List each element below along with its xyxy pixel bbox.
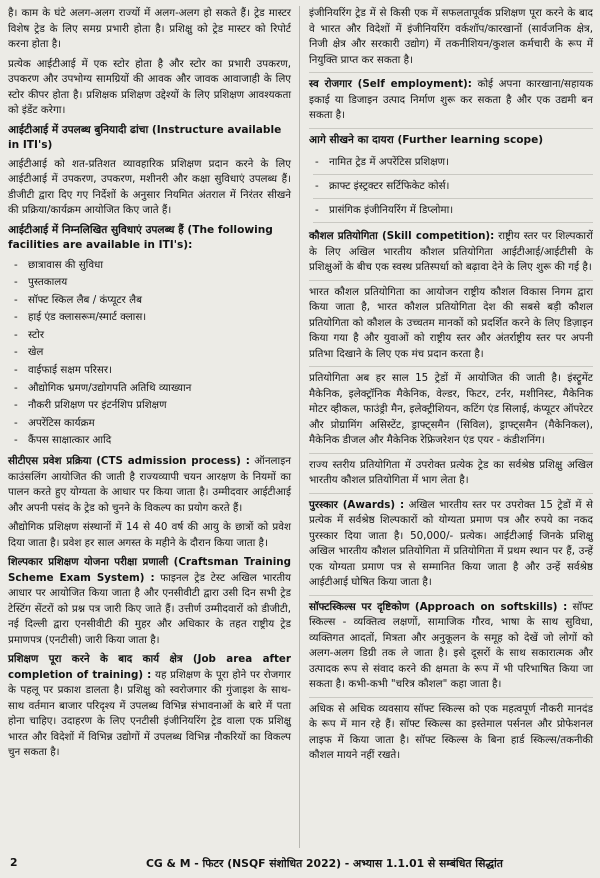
further-learning-list <box>309 151 593 223</box>
paragraph-self-employment <box>309 77 593 124</box>
list-item: - वाईफाई सक्षम परिसर। <box>12 362 291 380</box>
paragraph-working-hours: है। काम के घंटे अलग-अलग राज्यों में अलग-अलग हो सकते हैं। ट्रेड मास्टर विशेष ट्रेड के लिए समग्र प्रभारी होता है। प्रशिक्षु को ट्रेड मास्टर को रिपोर्ट करना होता है। <box>8 7 291 50</box>
paragraph-competition-trades: प्रतियोगिता अब हर साल 15 ट्रेडों में आयोजित की जाती है। इंस्ट्रूमेंट मैकेनिक, इलेक्ट्रॉनिक मैकेनिक, वेल्डर, फिटर, टर्नर, मशीनिस्ट, मैकेनिक मोटर व्हीकल, फाउंड्री मैन, इलेक्ट्रीशियन, कटिंग एंड सिलाई, कंप्यूटर ऑपरेटर और प्रोग्रामिंग असिस्टेंट, ड्राफ्ट्समैन (सिविल), ड्राफ्ट्समैन (मैकेनिकल), मैकेनिक डीजल और मैकेनिक रेफ्रिजरेशन एंड एयर - कंडीशनिंग। <box>309 372 593 446</box>
skill-competition-heading: कौशल प्रतियोगिता (Skill competition): <box>309 230 495 242</box>
softskills-heading: सॉफ्टस्किल्स पर दृष्टिकोण (Approach on softskills) : <box>309 600 568 613</box>
facilities-list <box>8 257 291 451</box>
list-item: - औद्योगिक भ्रमण/उद्योगपति अतिथि व्याख्यान <box>12 380 291 398</box>
section-rule <box>309 453 593 454</box>
section-rule <box>309 280 593 281</box>
paragraph-job-area <box>8 652 291 761</box>
paragraph-engineering-jobs: इंजीनियरिंग ट्रेड में से किसी एक में सफलतापूर्वक प्रशिक्षण पूरा करने के बाद वे भारत और विदेशों में इंजीनियरिंग वर्कशॉप/कारखानों (सार्वजनिक क्षेत्र, निजी क्षेत्र और सरकारी उद्योग) में तकनीशियन/कुशल कर्मचारी के रूप में नियुक्ति प्राप्त कर सकता है। <box>309 7 593 66</box>
list-item: - प्रासंगिक इंजीनियरिंग में डिप्लोमा। <box>313 199 593 223</box>
paragraph-state-level: राज्य स्तरीय प्रतियोगिता में उपरोक्त प्रत्येक ट्रेड का सर्वश्रेष्ठ प्रशिक्षु अखिल भारतीय कौशल प्रतियोगिता में भाग लेता है। <box>309 458 593 486</box>
section-rule <box>309 366 593 367</box>
left-column <box>8 6 291 765</box>
heading-further-learning: आगे सीखने का दायरा (Further learning scope) <box>309 133 544 146</box>
paragraph-exam-system <box>8 555 291 648</box>
page-footer <box>8 856 594 874</box>
job-body: यह प्रशिक्षण के पूरा होने पर रोजगार के पहलू पर प्रकाश डालता है। प्रशिक्षु को स्वरोजगार की गुंजाइश के साथ-साथ वर्तमान बाजार परिदृश्य में उपलब्ध विभिन्न संभावनाओं के बारे में पता होना चाहिए। उदाहरण के लिए एनटीसी इंजीनियरिंग ट्रेड वाला एक प्रशिक्षु भारत और विदेशों में विभिन्न उद्योगों में उपलब्ध विभिन्न नौकरियों का विकल्प चुन सकता है। <box>8 668 291 759</box>
awards-body: अखिल भारतीय स्तर पर उपरोक्त 15 ट्रेडों में से प्रत्येक में सर्वश्रेष्ठ शिल्पकारों को योग्यता प्रमाण पत्र और रुपये का नकद पुरस्कार दिया जाता है। 50,000/- प्रत्येक। आईटीआई जिनके प्रशिक्षु अखिल भारतीय कौशल प्रतियोगिता में प्रतियोगिता में प्रथम स्थान पर हैं, उन्हें एक योग्यता प्रमाण पत्र से सम्मानित किया जाता है और उन्हें सर्वश्रेष्ठ आईटीआई घोषित किया जाता है। <box>309 498 593 588</box>
list-item: - अपरेंटिस कार्यक्रम <box>12 415 291 433</box>
section-rule <box>309 493 593 494</box>
list-item: - पुस्तकालय <box>12 274 291 292</box>
heading-infrastructure: आईटीआई में उपलब्ध बुनियादी ढांचा (Instructure available in ITI's) <box>8 123 282 151</box>
column-divider <box>299 6 300 848</box>
paragraph-softskills-importance: अधिक से अधिक व्यवसाय सॉफ्ट स्किल्स को एक महत्वपूर्ण नौकरी मानदंड के रूप में मान रहे हैं। सॉफ्ट स्किल्स का इस्तेमाल पर्सनल और प्रोफेशनल लाइफ में किया जाता है। सॉफ्ट स्किल्स के बिना हार्ड स्किल्स/तकनीकी कौशल मायने नहीं रखते। <box>309 702 593 761</box>
job-heading: प्रशिक्षण पूरा करने के बाद कार्य क्षेत्र (Job area after completion of training) : <box>8 653 291 681</box>
section-rule <box>309 595 593 596</box>
list-item: - कैंपस साक्षात्कार आदि <box>12 432 291 450</box>
self-employment-heading: स्व रोजगार (Self employment): <box>309 78 472 90</box>
paragraph-awards <box>309 498 593 591</box>
exam-heading: शिल्पकार प्रशिक्षण योजना परीक्षा प्रणाली (Craftsman Training Scheme Exam System) : <box>8 556 291 584</box>
cts-body: ऑनलाइन काउंसलिंग आयोजित की जाती है राज्यव्यापी चयन आरक्षण के नियमों का पालन करते हुए योग्यता के आधार पर किया जाता है। उम्मीदवार आईटीआई और अपनी पसंद के ट्रेड को चुनने के विकल्प का प्रयोग करते हैं। <box>8 455 291 514</box>
page-number: 2 <box>10 856 18 869</box>
awards-heading: पुरस्कार (Awards) : <box>309 498 405 511</box>
list-item: - नौकरी प्रशिक्षण पर इंटर्नशिप प्रशिक्षण <box>12 397 291 415</box>
paragraph-india-skills: भारत कौशल प्रतियोगिता का आयोजन राष्ट्रीय कौशल विकास निगम द्वारा किया जाता है, भारत कौशल प्रतियोगिता देश की सबसे बड़ी कौशल प्रतियोगिता को कौशल के उच्चतम मानकों को प्रदर्शित करने के लिए डिज़ाइन किया गया है और युवाओं को राष्ट्रीय स्तर और अंतर्राष्ट्रीय स्तर पर अपनी प्रतिभा दिखाने के लिए एक मंच प्रदान करता है। <box>309 285 593 360</box>
paragraph-softskills <box>309 600 593 693</box>
heading-facilities: आईटीआई में निम्नलिखित सुविधाएं उपलब्ध हैं (The following facilities are available in ITI's): <box>8 223 273 251</box>
paragraph-cts-admission <box>8 454 291 516</box>
right-column <box>309 6 593 768</box>
self-employment-body: कोई अपना कारखाना/सहायक इकाई या डिजाइन उत्पाद निर्माण शुरू कर सकता है और एक उद्यमी बन सकता है। <box>309 78 594 121</box>
paragraph-age-admission: औद्योगिक प्रशिक्षण संस्थानों में 14 से 40 वर्ष की आयु के छात्रों को प्रवेश दिया जाता है। प्रवेश हर साल अगस्त के महीने के दौरान किया जाता है। <box>8 521 291 549</box>
list-item: - क्राफ्ट इंस्ट्रक्टर सर्टिफिकेट कोर्स। <box>313 175 593 199</box>
list-item: - छात्रावास की सुविधा <box>12 257 291 275</box>
list-item: - सॉफ्ट स्किल लैब / कंप्यूटर लैब <box>12 292 291 310</box>
footer-text: CG & M - फिटर (NSQF संशोधित 2022) - अभ्यास 1.1.01 से सम्बंधित सिद्धांत <box>146 857 503 870</box>
paragraph-store: प्रत्येक आईटीआई में एक स्टोर होता है और स्टोर का प्रभारी उपकरण, उपकरण और उपभोग्य सामग्रियों की आवक और जावक आवाजाही के लिए स्टोर कीपर होता है। प्रशिक्षक प्रशिक्षण उद्देश्यों के लिए प्रशिक्षण आवश्यकता को इंडेंट करेगा। <box>8 57 291 116</box>
paragraph-infrastructure: आईटीआई को शत-प्रतिशत व्यावहारिक प्रशिक्षण प्रदान करने के लिए आईटीआई में उपकरण, उपकरण, मशीनरी और कक्षा सुविधाएं उपलब्ध हैं। डीजीटी द्वारा दिए गए निर्देशों के अनुसार नियमित अंतराल में निरंतर सीखने की प्रक्रिया/कार्यक्रम आयोजित किए जाते हैं। <box>8 157 291 216</box>
list-item: - हाई एंड क्लासरूम/स्मार्ट क्लास। <box>12 309 291 327</box>
cts-heading: सीटीएस प्रवेश प्रक्रिया (CTS admission process) : <box>8 455 250 468</box>
section-rule <box>309 72 593 73</box>
section-rule <box>309 128 593 129</box>
list-item: - स्टोर <box>12 327 291 345</box>
softskills-body: सॉफ्ट स्किल्स - व्यक्तित्व लक्षणों, सामाजिक गौरव, भाषा के साथ सुविधा, व्यक्तिगत आदतों, मित्रता और अनुकूलन के समूह को देखें जो लोगों को अलग-अलग डिग्री तक ले जाता है। इसे दूसरों के साथ सकारात्मक और उत्पादक रूप से संवाद करने की क्षमता के रूप में भी परिभाषित किया जा सकता है। कभी-कभी "चरित्र कौशल" कहा जाता है। <box>309 600 594 690</box>
list-item: - नामित ट्रेड में अपरेंटिस प्रशिक्षण। <box>313 151 593 175</box>
paragraph-skill-competition <box>309 229 593 276</box>
list-item: - खेल <box>12 344 291 362</box>
exam-body: फाइनल ट्रेड टेस्ट अखिल भारतीय आधार पर आयोजित किया जाता है और एनसीवीटी द्वारा उसी दिन सभी ट्रेड टेस्टिंग सेंटरों को प्रश्न पत्र जारी किए जाते हैं। उत्तीर्ण उम्मीदवारों को डीजीटी, नई दिल्ली द्वारा एनसीवीटी की मुहर और अधिकार के तहत राष्ट्रीय ट्रेड प्रमाणपत्र (एनटीसी) जारी किया जाता है। <box>8 571 291 646</box>
skill-competition-body: राष्ट्रीय स्तर पर शिल्पकारों के लिए अखिल भारतीय कौशल प्रतियोगिता आईटीआई/आईटीसी के प्रशिक्षुओं के बीच एक स्वस्थ प्रतिस्पर्धा को बढ़ावा देने के लिए शुरू की गई है। <box>309 230 593 273</box>
section-rule <box>309 697 593 698</box>
